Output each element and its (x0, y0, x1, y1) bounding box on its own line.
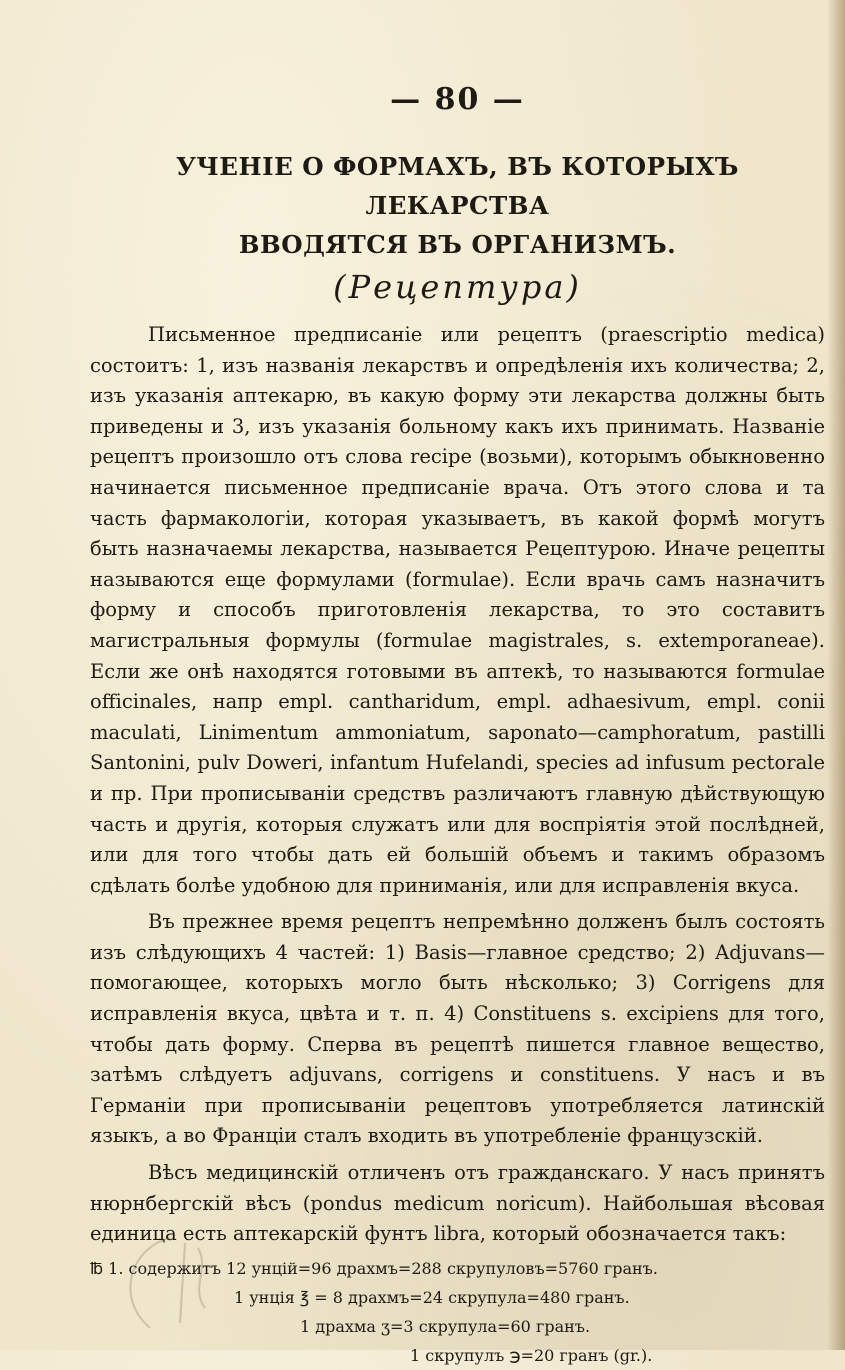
chapter-subtitle: (Рецептура) (333, 268, 582, 306)
weight-line-drachm: 1 драхма ʒ=3 скрупула=60 гранъ. (300, 1316, 591, 1336)
chapter-title-line1: УЧЕНІЕ О ФОРМАХЪ, ВЪ КОТОРЫХЪ ЛЕКАРСТВА (176, 152, 739, 220)
page-edge-shadow (827, 0, 845, 1350)
page-number: — 80 — (390, 82, 525, 117)
paragraph-prescription: Письменное предписаніе или рецептъ (praescriptio medica) состоитъ: 1, изъ названія лекарствъ и опредѣленія ихъ количества; 2, изъ указанія аптекарю, въ какую форму эти лекарства должны быть приведены и 3, изъ указанія больному какъ ихъ принимать. Названіе рецептъ произошло отъ слова recipe (возьми), которымъ обыкновенно начинается письменное предписаніе врача. Отъ этого слова и та часть фармакологіи, которая указываетъ, въ какой формѣ могутъ быть назначаемы лекарства, называется Рецептурою. Иначе рецепты называются еще формулами (formulae). Если врачь самъ назначитъ форму и способъ приготовленія лекарства, то это составитъ магистральныя формулы (formulae magistrales, s. extemporaneae). Если же онѣ находятся готовыми въ аптекѣ, то называются formulae officinales, напр empl. cantharidum, empl. adhaesivum, empl. conii maculati, Linimentum ammoniatum, saponato—camphoratum, pastilli Santonini, pulv Doweri, infantum Hufelandi, species ad infusum pectorale и пр. При прописываніи средствъ различаютъ главную дѣйствующую часть и другія, которыя служатъ или для воспріятія этой послѣдней, или для того чтобы дать ей большій объемъ и такимъ образомъ сдѣлать болѣе удобною для приниманія, или для исправленія вкуса. (90, 323, 825, 897)
weight-line-scruple: 1 скрупулъ ℈=20 гранъ (gr.). (410, 1345, 653, 1365)
pencil-mark-icon (110, 1228, 220, 1338)
weight-line-libra: ℔ 1. содержитъ 12 унцій=96 драхмъ=288 скрупуловъ=5760 гранъ. (90, 1258, 658, 1278)
weight-line-ounce: 1 унція ℥ = 8 драхмъ=24 скрупула=480 гранъ. (234, 1287, 630, 1307)
book-page (90, 82, 825, 1370)
paragraph-medical-weight: Вѣсъ медицинскій отличенъ отъ гражданскаго. У насъ принятъ нюрнбергскій вѣсъ (pondus medicum noricum). Найбольшая вѣсовая единица есть аптекарскій фунтъ libra, который обозначается такъ: (90, 1161, 825, 1246)
chapter-title-line2: ВВОДЯТСЯ ВЪ ОРГАНИЗМЪ. (238, 230, 677, 259)
paragraph-recipe-parts: Въ прежнее время рецептъ непремѣнно долженъ былъ состоять изъ слѣдующихъ 4 частей: 1) Basis—главное средство; 2) Adjuvans—помогающее, которыхъ могло быть нѣсколько; 3) Corrigens для исправленія вкуса, цвѣта и т. п. 4) Constituens s. excipiens для того, чтобы дать форму. Сперва въ рецептѣ пишется главное вещество, затѣмъ слѣдуетъ adjuvans, corrigens и constituens. У насъ и въ Германіи при прописываніи рецептовъ употребляется латинскій языкъ, а во Франціи сталъ входить въ употребленіе французскій. (90, 910, 825, 1148)
